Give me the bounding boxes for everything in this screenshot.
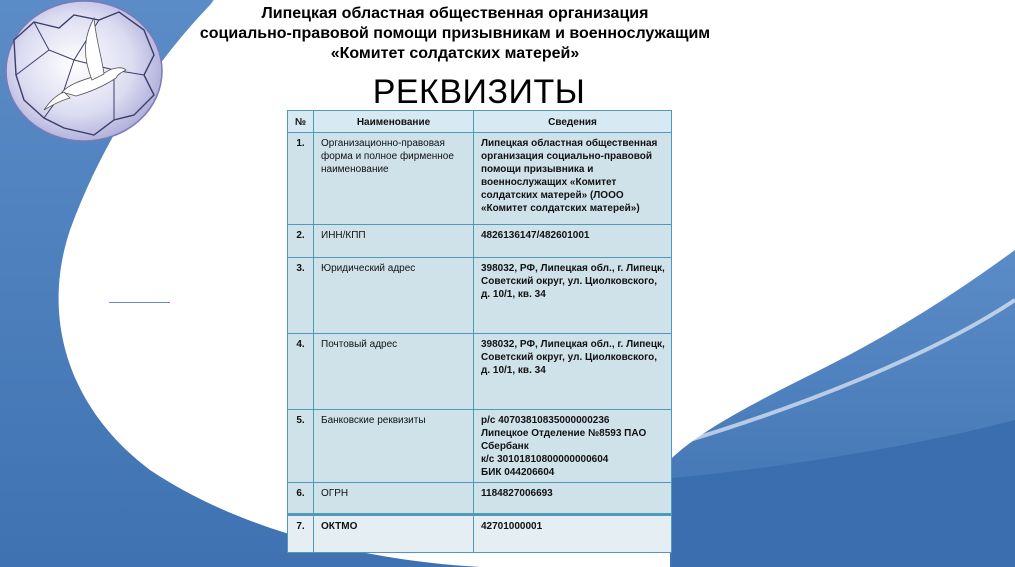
row-value: 1184827006693 [474, 483, 672, 515]
bank-name: Липецкое Отделение №8593 ПАО Сбербанк [481, 428, 647, 452]
column-header-name: Наименование [314, 111, 474, 133]
decorative-underline [109, 302, 170, 303]
bank-account: р/с 40703810835000000236 [481, 415, 610, 426]
row-name: Юридический адрес [314, 258, 474, 334]
row-name: ОКТМО [314, 515, 474, 553]
row-number: 3. [288, 258, 314, 334]
header-line-3: «Комитет солдатских матерей» [330, 45, 580, 62]
row-number: 4. [288, 334, 314, 410]
organization-header [170, 4, 740, 64]
row-value: 398032, РФ, Липецкая обл., г. Липецк, Советский округ, ул. Циолковского, д. 10/1, кв. 34 [474, 258, 672, 334]
header-line-2: социально-правовой помощи призывникам и военнослужащим [199, 25, 711, 42]
header-line-1: Липецкая областная общественная организация [261, 5, 649, 22]
column-header-number: № [288, 111, 314, 133]
row-name: Организационно-правовая форма и полное фирменное наименование [314, 133, 474, 225]
table-row [288, 515, 672, 553]
row-value: Липецкая областная общественная организация социально-правовой помощи призывника и военнослужащих «Комитет солдатских матерей» (ЛООО «Комитет солдатских матерей») [474, 133, 672, 225]
table-row [288, 334, 672, 410]
page-title: РЕКВИЗИТЫ [372, 73, 586, 111]
row-name: ИНН/КПП [314, 225, 474, 258]
row-value: 398032, РФ, Липецкая обл., г. Липецк, Советский округ, ул. Циолковского, д. 10/1, кв. 34 [474, 334, 672, 410]
bik: БИК 044206604 [481, 467, 555, 478]
row-name: ОГРН [314, 483, 474, 515]
row-number: 6. [288, 483, 314, 515]
row-value: 42701000001 [474, 515, 672, 553]
table-row [288, 483, 672, 515]
table-header-row [288, 111, 672, 133]
requisites-table [287, 110, 672, 553]
row-number: 2. [288, 225, 314, 258]
row-number: 7. [288, 515, 314, 553]
column-header-value: Сведения [474, 111, 672, 133]
table-row [288, 133, 672, 225]
table-row [288, 410, 672, 483]
row-value: 4826136147/482601001 [474, 225, 672, 258]
table-row [288, 258, 672, 334]
table-row [288, 225, 672, 258]
row-value [474, 410, 672, 483]
row-name: Банковские реквизиты [314, 410, 474, 483]
row-name: Почтовый адрес [314, 334, 474, 410]
dove-logo [4, 0, 164, 142]
correspondent-account: к/с 30101810800000000604 [481, 454, 609, 465]
row-number: 5. [288, 410, 314, 483]
row-number: 1. [288, 133, 314, 225]
